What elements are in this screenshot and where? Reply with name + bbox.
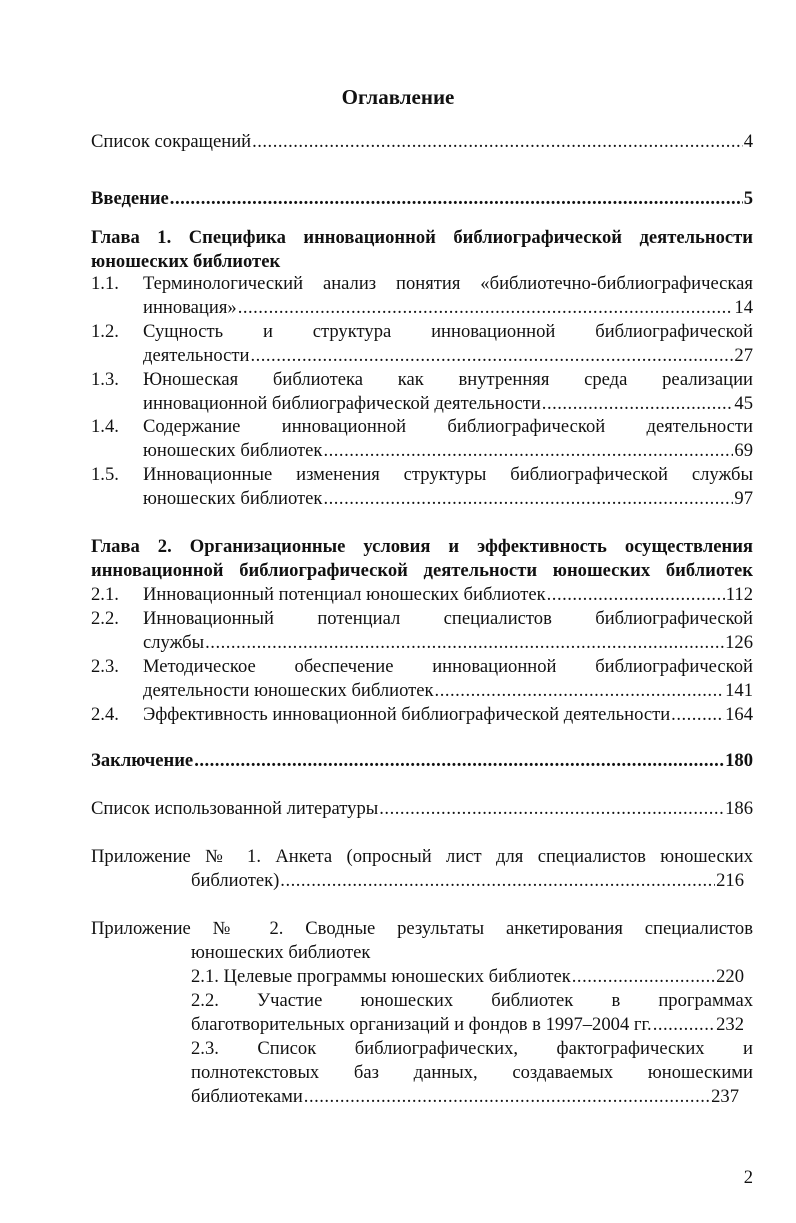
toc-entry-introduction[interactable] <box>91 187 753 211</box>
section-1-1-line[interactable]: Терминологический анализ понятия «библиотечно-библиографическая <box>143 273 753 294</box>
toc-page-number: 237 <box>711 1086 739 1107</box>
toc-leader <box>238 296 734 320</box>
toc-entry-2-1[interactable] <box>143 583 753 607</box>
toc-page-number: 186 <box>725 798 753 819</box>
appendix-2-3-line[interactable]: 2.3. Список библиографических, фактографических и <box>191 1038 753 1059</box>
chapter-2-title-continued: инновационной библиографической деятельности юношеских библиотек <box>91 560 753 581</box>
toc-page-number: 141 <box>725 680 753 701</box>
toc-page-number: 69 <box>734 440 753 461</box>
section-1-4-line[interactable]: Содержание инновационной библиографической деятельности <box>143 416 753 437</box>
section-number: 1.4. <box>91 416 119 437</box>
toc-page-number: 180 <box>725 750 753 771</box>
toc-entry-1-3[interactable] <box>143 392 753 416</box>
toc-entry-conclusion[interactable] <box>91 749 753 773</box>
toc-entry-text: службы <box>143 632 205 653</box>
toc-leader <box>547 583 725 607</box>
section-number: 2.4. <box>91 704 119 725</box>
section-number: 2.3. <box>91 656 119 677</box>
toc-page-number: 112 <box>725 584 753 605</box>
section-number: 1.3. <box>91 369 119 390</box>
toc-entry-appendix-2-2[interactable] <box>191 1013 744 1037</box>
toc-leader <box>205 631 724 655</box>
toc-entry-1-2[interactable] <box>143 344 753 368</box>
appendix-1-line[interactable]: Приложение № 1. Анкета (опросный лист для специалистов юношеских <box>91 846 753 867</box>
toc-entry-text: деятельности <box>143 345 250 366</box>
appendix-2-line[interactable]: Приложение № 2. Сводные результаты анкетирования специалистов <box>91 918 753 939</box>
section-number: 1.1. <box>91 273 119 294</box>
toc-entry-abbreviations[interactable] <box>91 130 753 154</box>
appendix-2-line-continued: юношеских библиотек <box>191 942 371 963</box>
section-1-3-line[interactable]: Юношеская библиотека как внутренняя среда реализации <box>143 369 753 390</box>
toc-leader <box>252 130 743 154</box>
toc-leader <box>671 703 724 727</box>
toc-entry-1-4[interactable] <box>143 439 753 463</box>
toc-leader <box>435 679 725 703</box>
toc-page-number: 97 <box>734 488 753 509</box>
section-2-3-line[interactable]: Методическое обеспечение инновационной библиографической <box>143 656 753 677</box>
toc-entry-appendix-1[interactable] <box>191 869 744 893</box>
toc-entry-text: Эффективность инновационной библиографической деятельности <box>143 704 671 725</box>
toc-leader <box>194 749 724 773</box>
toc-entry-2-4[interactable] <box>143 703 753 727</box>
toc-leader <box>542 392 734 416</box>
toc-entry-text: благотворительных организаций и фондов в 1997–2004 гг. <box>191 1014 652 1035</box>
toc-entry-appendix-2-1[interactable] <box>191 965 744 989</box>
toc-leader <box>572 965 715 989</box>
toc-page-number: 14 <box>734 297 753 318</box>
toc-entry-2-2[interactable] <box>143 631 753 655</box>
toc-entry-text: Введение <box>91 188 169 209</box>
chapter-1-title[interactable] <box>91 226 753 250</box>
toc-leader <box>170 187 743 211</box>
toc-entry-text: деятельности юношеских библиотек <box>143 680 434 701</box>
toc-page-number: 45 <box>734 393 753 414</box>
toc-leader <box>323 439 733 463</box>
toc-entry-text: Инновационный потенциал юношеских библиотек <box>143 584 546 605</box>
page-number: 2 <box>743 1167 753 1188</box>
toc-leader <box>379 797 724 821</box>
toc-leader <box>653 1013 715 1037</box>
section-number: 1.5. <box>91 464 119 485</box>
section-1-5-line[interactable]: Инновационные изменения структуры библиографической службы <box>143 464 753 485</box>
toc-entry-text: инновационной библиографической деятельности <box>143 393 541 414</box>
toc-entry-appendix-2-3[interactable] <box>191 1085 739 1109</box>
toc-entry-text: юношеских библиотек <box>143 440 323 461</box>
toc-entry-text: библиотек) <box>191 870 280 891</box>
toc-entry-text: юношеских библиотек <box>143 488 323 509</box>
toc-page-number: 27 <box>734 345 753 366</box>
toc-leader <box>304 1085 710 1109</box>
section-number: 2.2. <box>91 608 119 629</box>
toc-leader <box>280 869 715 893</box>
section-1-2-line[interactable]: Сущность и структура инновационной библиографической <box>143 321 753 342</box>
appendix-2-3-line-2: полнотекстовых баз данных, создаваемых юношескими <box>191 1062 753 1083</box>
toc-entry-text: Список использованной литературы <box>91 798 379 819</box>
toc-page-number: 232 <box>716 1014 744 1035</box>
page-title: Оглавление <box>341 85 455 109</box>
chapter-1-title-continued: юношеских библиотек <box>91 251 281 272</box>
toc-entry-literature[interactable] <box>91 797 753 821</box>
toc-page-number: 5 <box>743 188 753 209</box>
toc-entry-text: Список сокращений <box>91 131 252 152</box>
toc-leader <box>250 344 733 368</box>
toc-page-number: 164 <box>725 704 753 725</box>
section-number: 2.1. <box>91 584 119 605</box>
appendix-2-2-line[interactable]: 2.2. Участие юношеских библиотек в программах <box>191 990 753 1011</box>
toc-entry-text: инновация» <box>143 297 237 318</box>
toc-entry-1-1[interactable] <box>143 296 753 320</box>
toc-page-number: 216 <box>716 870 744 891</box>
toc-page-number: 126 <box>725 632 753 653</box>
chapter-2-title[interactable]: Глава 2. Организационные условия и эффективность осуществления <box>91 536 753 557</box>
toc-page-number: 220 <box>716 966 744 987</box>
toc-entry-1-5[interactable] <box>143 487 753 511</box>
section-2-2-line[interactable]: Инновационный потенциал специалистов библиографической <box>143 608 753 629</box>
toc-entry-text: 2.1. Целевые программы юношеских библиотек <box>191 966 571 987</box>
toc-entry-2-3[interactable] <box>143 679 753 703</box>
toc-page-number: 4 <box>743 131 753 152</box>
section-number: 1.2. <box>91 321 119 342</box>
toc-entry-text: библиотеками <box>191 1086 303 1107</box>
toc-leader <box>323 487 733 511</box>
toc-entry-text: Заключение <box>91 750 194 771</box>
chapter-title-line: Глава 1. Специфика инновационной библиографической деятельности <box>91 227 753 248</box>
